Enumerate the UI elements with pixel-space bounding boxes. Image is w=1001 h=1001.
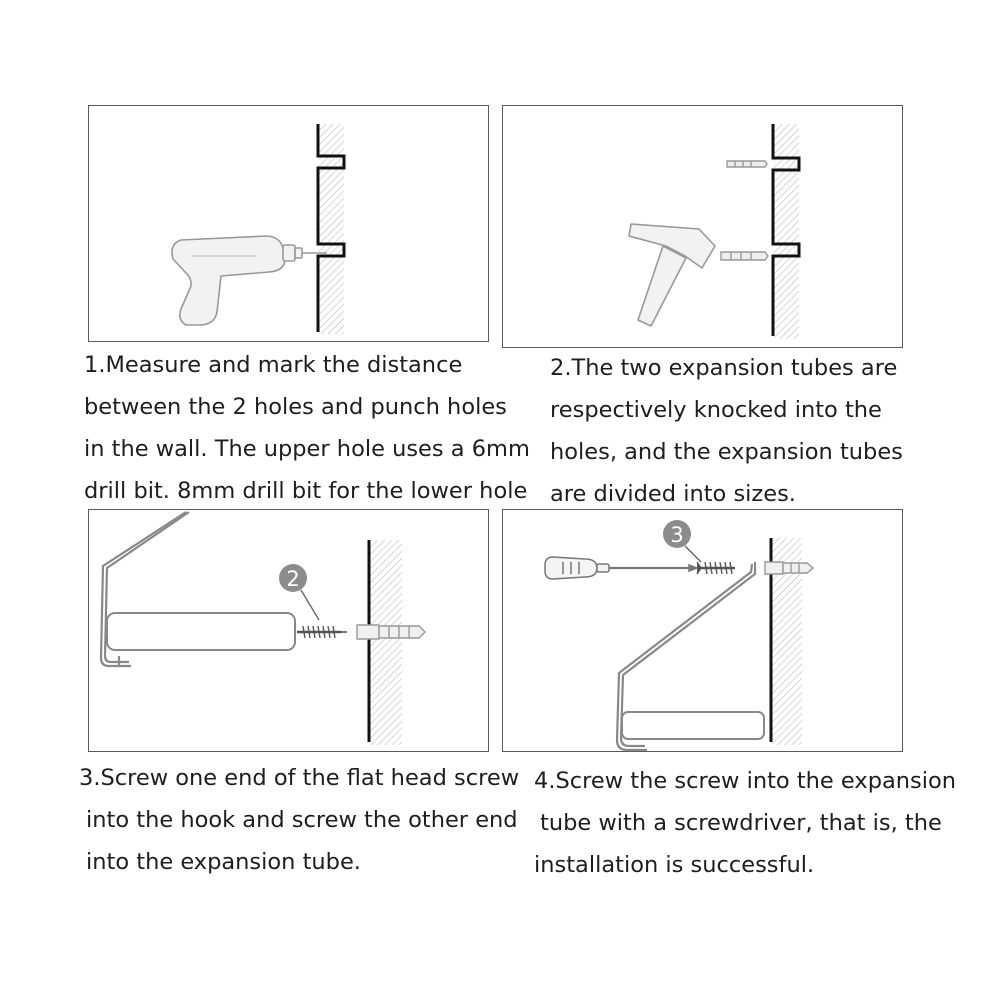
hammer-icon bbox=[629, 224, 715, 326]
flat-head-screw-icon bbox=[697, 562, 735, 574]
step-badge bbox=[663, 520, 691, 548]
caption-line: 2.The two expansion tubes are bbox=[550, 355, 898, 381]
badge-pointer bbox=[301, 590, 319, 620]
caption-line: are divided into sizes. bbox=[550, 481, 796, 507]
step-badge-number: 3 bbox=[670, 523, 684, 547]
caption-line: holes, and the expansion tubes bbox=[550, 439, 903, 465]
tissue-roll bbox=[107, 613, 295, 650]
wall bbox=[370, 540, 402, 745]
wall bbox=[774, 124, 799, 339]
step-badge bbox=[279, 564, 307, 592]
expansion-tube-icon bbox=[727, 161, 767, 167]
caption-line: tube with a screwdriver, that is, the bbox=[540, 810, 942, 836]
step-2-illustration bbox=[503, 106, 904, 349]
caption-line: drill bit. 8mm drill bit for the lower hole bbox=[84, 478, 528, 504]
caption-line: 4.Screw the screw into the expansion bbox=[534, 768, 957, 794]
tissue-roll bbox=[622, 712, 764, 739]
step-3-panel bbox=[88, 509, 489, 752]
step-4-illustration bbox=[503, 510, 904, 753]
step-4-panel bbox=[502, 509, 903, 752]
drill-icon bbox=[172, 236, 327, 325]
caption-line: between the 2 holes and punch holes bbox=[84, 394, 507, 420]
caption-line: into the expansion tube. bbox=[86, 849, 361, 875]
caption-line: 3.Screw one end of the flat head screw bbox=[79, 765, 520, 791]
step-3-caption bbox=[79, 757, 519, 883]
badge-pointer bbox=[685, 546, 701, 562]
caption-line: installation is successful. bbox=[534, 852, 815, 878]
step-2-panel bbox=[502, 105, 903, 348]
caption-line: 1.Measure and mark the distance bbox=[84, 352, 463, 378]
step-1-illustration bbox=[89, 106, 490, 343]
screwdriver-icon bbox=[545, 557, 697, 579]
expansion-tube-icon bbox=[721, 252, 768, 260]
step-2-caption bbox=[550, 347, 903, 515]
flat-head-screw-icon bbox=[297, 626, 347, 638]
caption-line: respectively knocked into the bbox=[550, 397, 882, 423]
step-3-illustration bbox=[89, 510, 490, 753]
step-4-caption bbox=[534, 760, 956, 886]
caption-line: into the hook and screw the other end bbox=[86, 807, 518, 833]
step-1-panel bbox=[88, 105, 489, 342]
step-badge-number: 2 bbox=[286, 567, 300, 591]
expansion-tube-icon bbox=[765, 562, 813, 574]
step-1-caption bbox=[84, 344, 530, 512]
expansion-tube-icon bbox=[357, 625, 425, 639]
caption-line: in the wall. The upper hole uses a 6mm bbox=[84, 436, 530, 462]
